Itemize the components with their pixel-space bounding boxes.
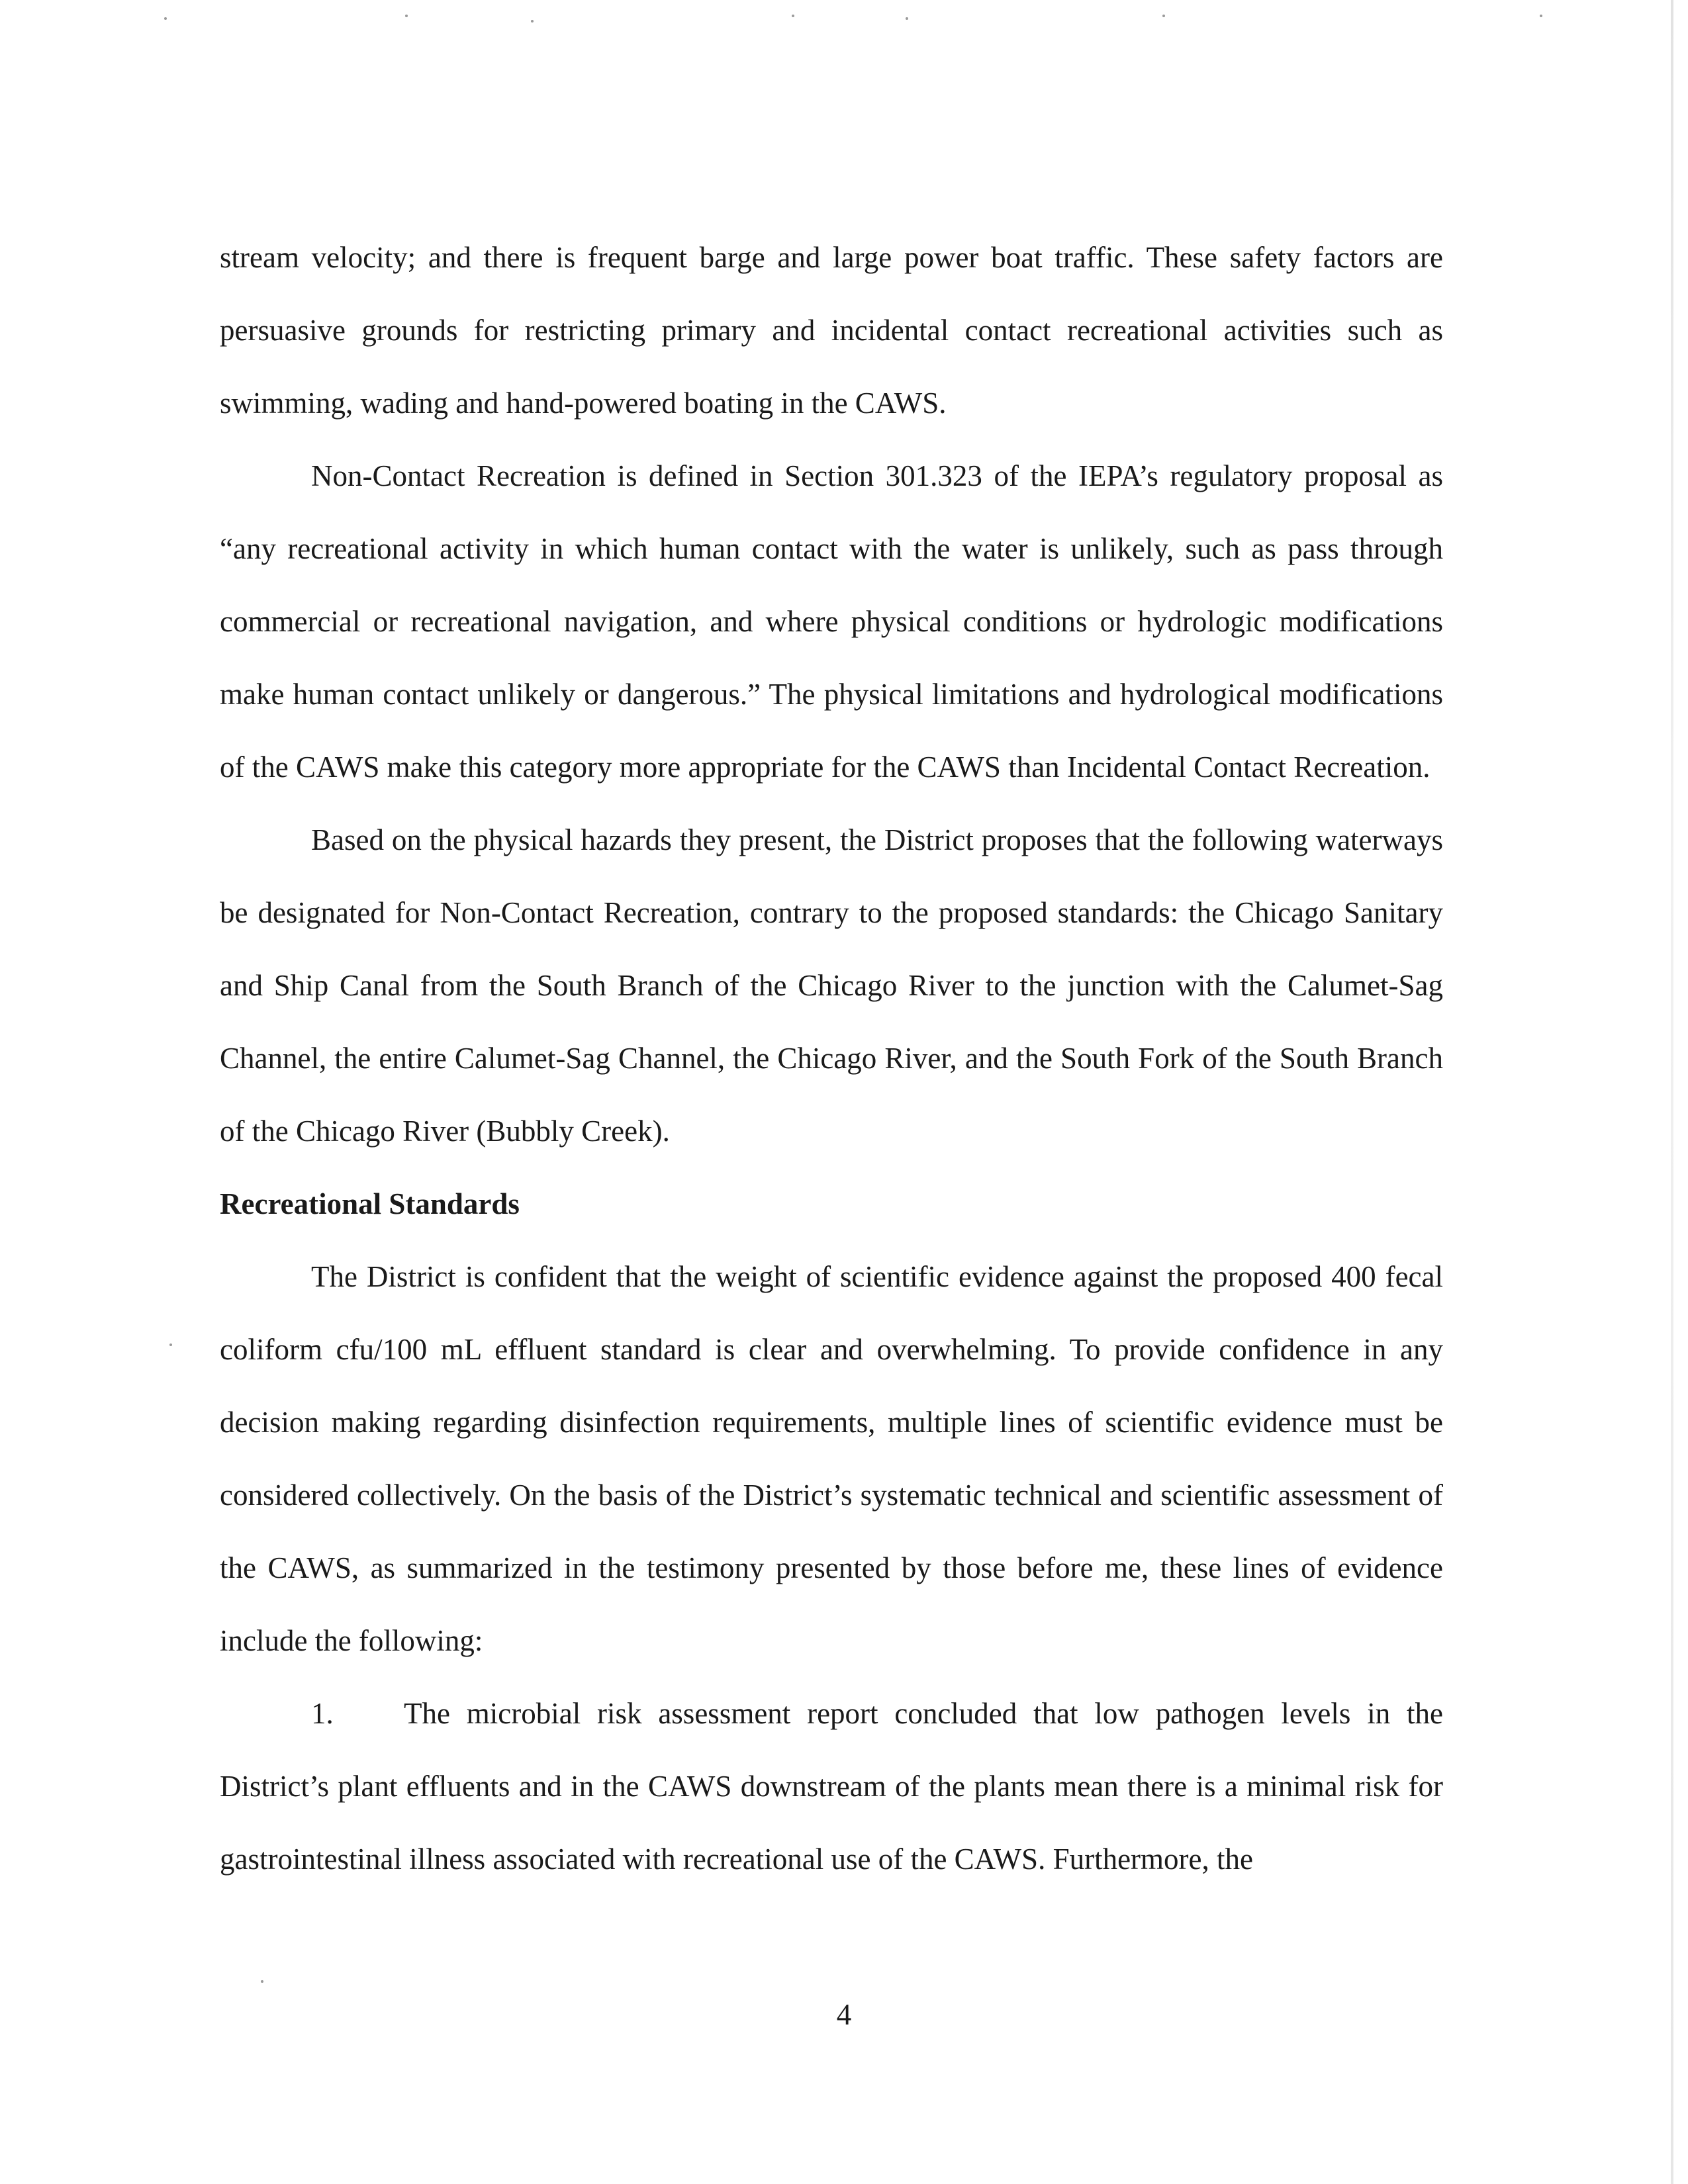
page-number: 4 [836,1998,852,2031]
scan-speck [531,20,534,23]
body-text [220,221,1443,1895]
list-item-number: 1. [311,1697,334,1730]
scan-edge [1671,0,1673,2184]
scan-speck [169,1343,172,1346]
paragraph-proposed-designations: Based on the physical hazards they present, the District proposes that the following waterways be designated for Non-Contact Recreation, contrary to the proposed standards: the Chicago Sanitary and Ship Canal from the South Branch of the Chicago River to the junction with the Calumet-Sag Channel, the entire Calumet-Sag Channel, the Chicago River, and the South Fork of the South Branch of the Chicago River (Bubbly Creek). [220,823,1443,1148]
scan-speck [405,15,408,17]
paragraph-continued: stream velocity; and there is frequent barge and large power boat traffic. These safety factors are persuasive grounds for restricting primary and incidental contact recreational activities such as swimming, wading and hand-powered boating in the CAWS. [220,241,1443,420]
scan-speck [1162,15,1165,17]
paragraph-scientific-evidence: The District is confident that the weight of scientific evidence against the proposed 400 fecal coliform cfu/100 mL effluent standard is clear and overwhelming. To provide confidence in any decision making regarding disinfection requirements, multiple lines of scientific evidence must be considered collectively. On the basis of the District’s systematic technical and scientific assessment of the CAWS, as summarized in the testimony presented by those before me, these lines of evidence include the following: [220,1260,1443,1657]
scan-speck [906,17,908,20]
scan-speck [261,1980,263,1983]
list-item-text: The microbial risk assessment report concluded that low pathogen levels in the District’s plant effluents and in the CAWS downstream of the plants mean there is a minimal risk for gastrointestinal illness associated with recreational use of the CAWS. Furthermore, the [220,1697,1443,1876]
paragraph-non-contact-definition: Non-Contact Recreation is defined in Section 301.323 of the IEPA’s regulatory proposal as “any recreational activity in which human contact with the water is unlikely, such as pass through commercial or recreational navigation, and where physical conditions or hydrologic modifications make human contact unlikely or dangerous.” The physical limitations and hydrological modifications of the CAWS make this category more appropriate for the CAWS than Incidental Contact Recreation. [220,459,1443,784]
scan-speck [164,17,167,20]
section-heading: Recreational Standards [220,1187,520,1220]
scan-speck [792,15,794,17]
list-item [220,1677,1443,1895]
scan-speck [1540,15,1542,17]
